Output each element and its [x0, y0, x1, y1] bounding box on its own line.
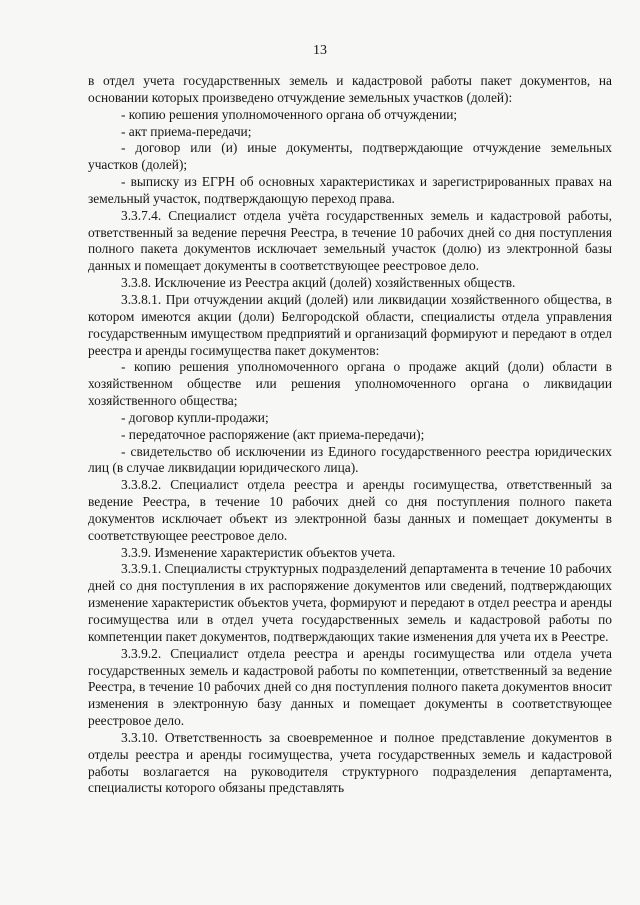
page-number: 13: [313, 43, 327, 58]
paragraph: 3.3.10. Ответственность за своевременное и полное представление документов в отделы реестра и аренды госимущества, учета государственных земель и кадастровой работы возлагается на руководителя структурного подразделения департамента, специалисты которого обязаны представлять: [88, 729, 612, 796]
paragraph: в отдел учета государственных земель и кадастровой работы пакет документов, на основании которых произведено отчуждение земельных участков (долей):: [88, 73, 612, 105]
section-heading: 3.3.9. Изменение характеристик объектов учета.: [121, 544, 396, 560]
section-heading: 3.3.8. Исключение из Реестра акций (долей) хозяйственных обществ.: [121, 275, 516, 291]
paragraph: 3.3.9.1. Специалисты структурных подразделений департамента в течение 10 рабочих дней со дня поступления в их распоряжение документов или сведений, подтверждающих изменение характеристик объектов учета, формируют и передают в отдел реестра и аренды госимущества или в отдел учета государственных земель и кадастровой работы по компетенции пакет документов, подтверждающих такие изменения для учета их в Реестре.: [88, 561, 612, 644]
list-item: - договор купли-продажи;: [121, 409, 269, 425]
list-item: - копию решения уполномоченного органа об отчуждении;: [121, 106, 458, 122]
paragraph: 3.3.8.2. Специалист отдела реестра и аренды госимущества, ответственный за ведение Реестра, в течение 10 рабочих дней со дня поступления полного пакета документов исключает объект из электронной базы данных и помещает документы в соответствующее реестровое дело.: [88, 477, 612, 543]
list-item: - договор или (и) иные документы, подтверждающие отчуждение земельных участков (долей);: [88, 140, 612, 173]
document-body: [88, 73, 612, 797]
list-item: - выписку из ЕГРН об основных характеристиках и зарегистрированных правах на земельный участок, подтверждающую переход права.: [88, 174, 612, 206]
list-item: - передаточное распоряжение (акт приема-передачи);: [121, 426, 425, 442]
paragraph: 3.3.9.2. Специалист отдела реестра и аренды госимущества или отдела учета государственных земель и кадастровой работы по компетенции, ответственный за ведение Реестра, в течение 10 рабочих дней со дня поступления полного пакета документов вносит изменения в электронную базу данных и помещает документы в соответствующее реестровое дело.: [88, 645, 612, 729]
list-item: - копию решения уполномоченного органа о продаже акций (доли) области в хозяйственном обществе или решения уполномоченного органа о ликвидации хозяйственного общества;: [88, 359, 612, 409]
list-item: - свидетельство об исключении из Единого государственного реестра юридических лиц (в случае ликвидации юридического лица).: [88, 443, 612, 476]
list-item: - акт приема-передачи;: [121, 123, 252, 139]
paragraph: 3.3.8.1. При отчуждении акций (долей) или ликвидации хозяйственного общества, в котором имеются акции (доли) Белгородской области, специалисты отдела управления государственным имуществом предприятий и организаций формируют и передают в отдел реестра и аренды госимущества пакет документов:: [88, 291, 612, 358]
paragraph: 3.3.7.4. Специалист отдела учёта государственных земель и кадастровой работы, ответственный за ведение перечня Реестра, в течение 10 рабочих дней со дня поступления полного пакета документов исключает земельный участок (долю) из электронной базы данных и помещает документы в соответствующее реестровое дело.: [88, 207, 612, 274]
